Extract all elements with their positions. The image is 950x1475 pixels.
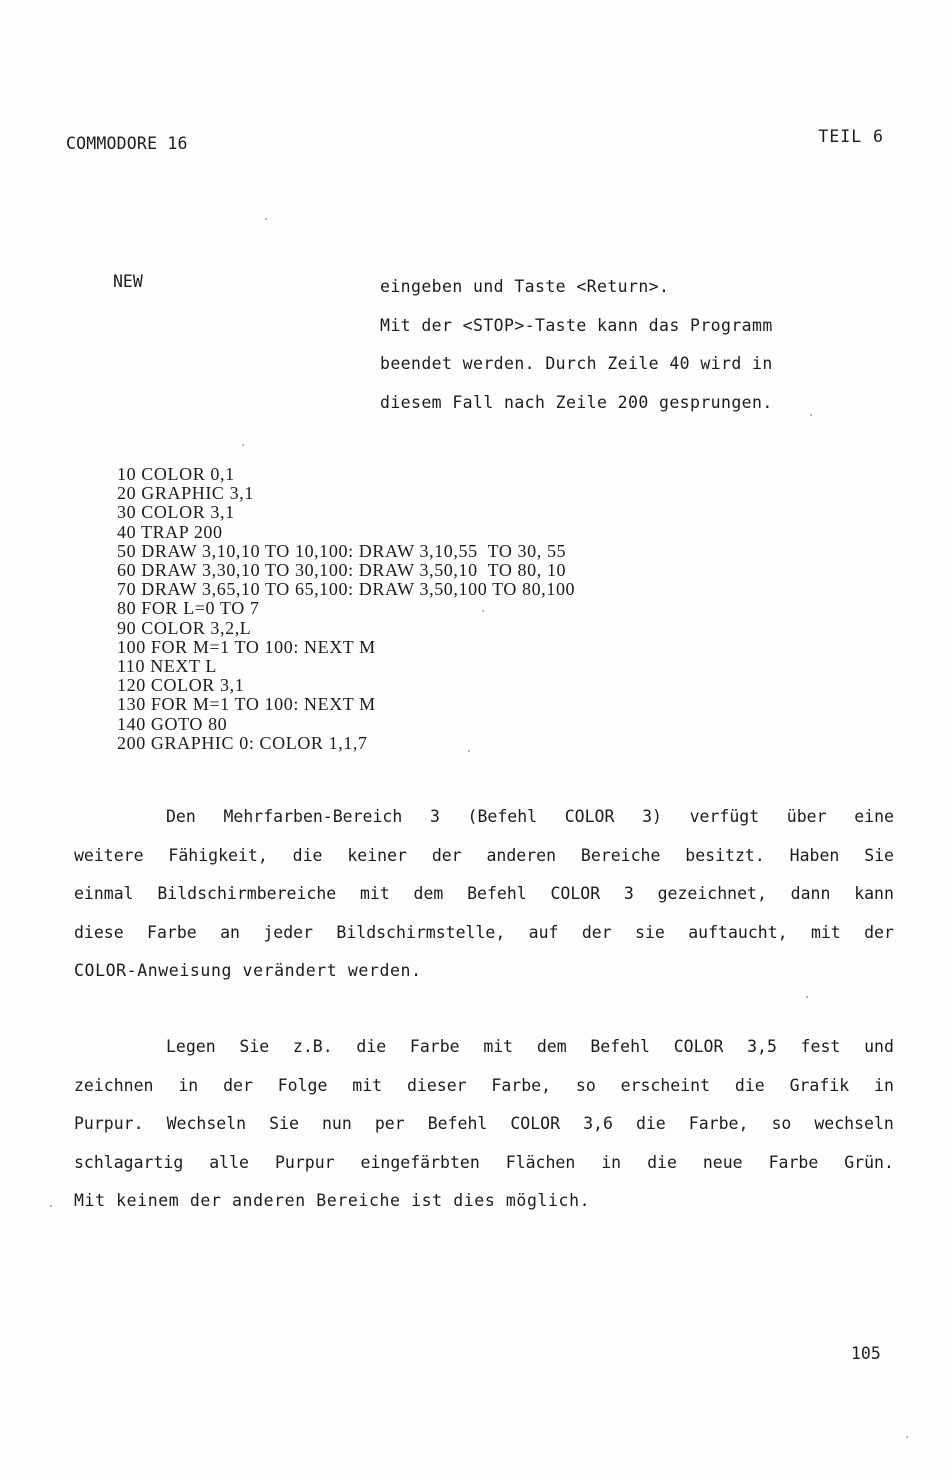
paragraph-line [74,1028,894,1067]
code-line: 30 COLOR 3,1 [117,502,235,523]
paragraph-line: COLOR-Anweisung verändert werden. [74,961,422,980]
instruction-text [380,268,850,422]
word: die [356,1037,387,1056]
word: jeder [263,922,314,942]
word: 3,6 [583,1114,613,1133]
word: COLOR [564,807,615,826]
scan-speck [242,444,244,446]
word: Purpur. [74,1114,144,1133]
word: dieser [406,1075,467,1095]
word: auf [528,922,559,942]
word: Bildschirmbereiche [157,884,337,903]
code-line: 100 FOR M=1 TO 100: NEXT M [117,636,376,657]
word: in [601,1152,622,1172]
word: Legen [166,1037,216,1056]
word: Farbe [147,922,197,942]
word: per [374,1114,405,1133]
word: 3 [623,884,634,903]
paragraph-line: Mit keinem der anderen Bereiche ist dies möglich. [74,1191,591,1210]
word: an [220,922,240,942]
running-header-section: TEIL 6 [818,127,884,146]
word: Sie [864,845,894,865]
word: Befehl [427,1114,488,1133]
scan-speck [806,996,808,998]
code-line: 90 COLOR 3,2,L [117,617,252,638]
word: Bildschirmstelle, [336,922,506,942]
word: Farbe [768,1152,819,1172]
word: COLOR [510,1114,561,1133]
word: 3) [642,807,662,826]
word: Wechseln [166,1114,247,1133]
word: dem [536,1037,567,1056]
word: eingefärbten [360,1152,480,1172]
code-line: 80 FOR L=0 TO 7 [117,598,260,619]
instruction-line: eingeben und Taste <Return>. [380,277,670,296]
word: in [874,1075,894,1095]
word: Purpur [274,1152,335,1172]
word: mit [359,884,390,903]
word: auftaucht, [688,922,788,942]
word: der [864,922,894,942]
word: mit [810,922,841,942]
command-keyword: NEW [113,272,143,291]
word: schlagartig [74,1152,184,1172]
word: mit [483,1037,514,1056]
code-line: 200 GRAPHIC 0: COLOR 1,1,7 [117,732,368,753]
word: der [581,922,612,942]
word: Sie [269,1114,299,1133]
word: Farbe, [491,1075,552,1095]
word: Grafik [789,1075,850,1095]
code-line: 40 TRAP 200 [117,521,223,542]
page-number: 105 [851,1344,881,1363]
paragraph-line [74,1144,894,1183]
paragraph-line [74,1067,894,1106]
word: Sie [239,1037,270,1056]
word: anderen [486,845,557,865]
scan-speck [906,1436,908,1438]
word: die [635,1114,666,1133]
word: diese [74,922,124,942]
word: 3,5 [747,1037,777,1056]
word: Haben [789,845,840,865]
instruction-line: diesem Fall nach Zeile 200 gesprungen. [380,392,773,412]
word: und [864,1037,894,1056]
word: der [431,845,462,865]
word: einmal [74,884,134,903]
body-paragraph-1 [74,798,894,991]
word: so [575,1075,596,1095]
scan-speck [265,218,267,220]
code-line: 130 FOR M=1 TO 100: NEXT M [117,694,376,715]
paragraph-line [74,914,894,953]
paragraph-line [74,875,894,914]
code-line: 10 COLOR 0,1 [117,464,235,484]
word: erscheint [620,1075,711,1095]
word: 3 [429,807,440,826]
code-line: 120 COLOR 3,1 [117,675,245,696]
word: weitere [74,845,144,865]
word: z.B. [292,1037,333,1056]
basic-program-listing [117,465,575,753]
word: so [771,1114,792,1133]
word: gezeichnet, [657,884,767,903]
word: Flächen [505,1152,576,1172]
word: dann [790,884,831,903]
word: Mehrfarben-Bereich [223,807,403,826]
word: kann [854,884,894,903]
scan-speck [482,610,484,612]
code-line: 50 DRAW 3,10,10 TO 10,100: DRAW 3,10,55 TO 30, 55 [117,540,567,561]
word: Fähigkeit, [168,845,268,865]
scan-speck [468,750,470,752]
running-header-title: COMMODORE 16 [66,134,188,153]
word: Farbe, [688,1114,749,1133]
instruction-line: Mit der <STOP>-Taste kann das Programm [380,315,773,335]
body-paragraph-2 [74,1028,894,1221]
word: COLOR [550,884,601,903]
word: besitzt. [685,845,765,865]
word: COLOR [673,1037,724,1056]
word: sie [635,922,665,942]
code-line: 60 DRAW 3,30,10 TO 30,100: DRAW 3,50,10 TO 80, 10 [117,560,567,581]
word: eine [854,807,894,826]
word: der [223,1075,253,1095]
word: die [647,1152,677,1172]
word: dem [413,884,444,903]
word: über [786,807,827,826]
word: (Befehl [467,807,538,826]
word: verfügt [689,807,760,826]
word: Den [166,807,196,826]
paragraph-line [74,837,894,876]
word: keiner [347,845,407,865]
word: die [292,845,323,865]
word: mit [352,1075,383,1095]
code-line: 140 GOTO 80 [117,713,228,734]
instruction-line: beendet werden. Durch Zeile 40 wird in [380,354,773,373]
word: Befehl [590,1037,650,1056]
word: fest [800,1037,841,1056]
word: die [734,1075,765,1095]
scan-speck [810,414,812,416]
word: nun [321,1114,352,1133]
paragraph-line [74,1105,894,1144]
word: Grün. [844,1152,894,1172]
code-line: 110 NEXT L [117,656,217,677]
scan-speck [50,1205,52,1207]
word: wechseln [814,1114,894,1133]
word: alle [209,1152,249,1172]
word: Befehl [467,884,527,903]
paragraph-line [74,798,894,837]
code-line: 70 DRAW 3,65,10 TO 65,100: DRAW 3,50,100 TO 80,100 [117,579,576,600]
word: in [178,1075,199,1095]
word: Farbe [409,1037,460,1056]
code-line: 20 GRAPHIC 3,1 [117,483,254,504]
word: neue [702,1152,743,1172]
word: zeichnen [74,1075,154,1095]
word: Folge [277,1075,328,1095]
word: Bereiche [580,845,661,865]
